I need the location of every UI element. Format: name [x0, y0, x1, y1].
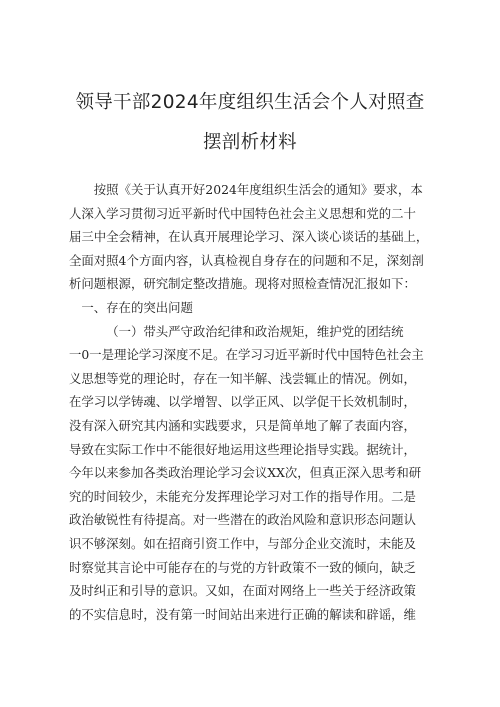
sub-line-11: 时察觉其言论中可能存在的与党的方针政策不一致的倾向，缺乏 [69, 559, 416, 575]
document-title-line-2: 摆剖析材料 [202, 132, 297, 153]
sub-line-12: 及时纠正和引导的意识。又如，在面对网络上一些关于经济政策 [69, 583, 416, 599]
sub-line-10: 识不够深刻。如在招商引资工作中，与部分企业交流时，未能及 [69, 535, 416, 551]
intro-line-4: 全面对照4个方面内容，认真检视自身存在的问题和不足，深刻剖 [69, 252, 424, 268]
intro-line-5: 析问题根源，研究制定整改措施。现将对照检查情况汇报如下： [69, 276, 416, 292]
intro-line-3: 届三中全会精神，在认真开展理论学习、深入谈心谈话的基础上， [69, 229, 429, 245]
subsection-paragraph [69, 320, 441, 627]
section-heading: 一、存在的突出问题 [81, 299, 193, 315]
intro-line-1: 按照《关于认真开好2024年度组织生活会的通知》要求，本 [93, 182, 423, 197]
sub-line-3: 义思想等党的理论时，存在一知半解、浅尝辄止的情况。例如， [69, 370, 416, 386]
sub-line-5: 没有深入研究其内涵和实践要求，只是简单地了解了表面内容， [69, 417, 416, 433]
intro-paragraph [69, 178, 441, 296]
sub-line-1: （一）带头严守政治纪律和政治规矩，维护党的团结统 [106, 323, 404, 339]
sub-line-6: 导致在实际工作中不能很好地运用这些理论指导实践。据统计， [69, 441, 416, 457]
document-body [69, 178, 441, 626]
document-title-line-1: 领导干部2024年度组织生活会个人对照查 [75, 92, 425, 113]
sub-line-4: 在学习以学铸魂、以学增智、以学正风、以学促干长效机制时， [69, 394, 416, 410]
sub-line-13: 的不实信息时，没有第一时间站出来进行正确的解读和辟谣，维 [69, 606, 416, 622]
sub-line-8: 究的时间较少，未能充分发挥理论学习对工作的指导作用。二是 [69, 488, 416, 504]
sub-line-9: 政治敏锐性有待提高。对一些潜在的政治风险和意识形态问题认 [69, 512, 416, 528]
sub-line-7: 今年以来参加各类政治理论学习会议XX次，但真正深入思考和研 [69, 465, 422, 481]
intro-line-2: 人深入学习贯彻习近平新时代中国特色社会主义思想和党的二十 [69, 205, 416, 221]
sub-line-2: 一0一是理论学习深度不足。在学习习近平新时代中国特色社会主 [69, 347, 424, 363]
